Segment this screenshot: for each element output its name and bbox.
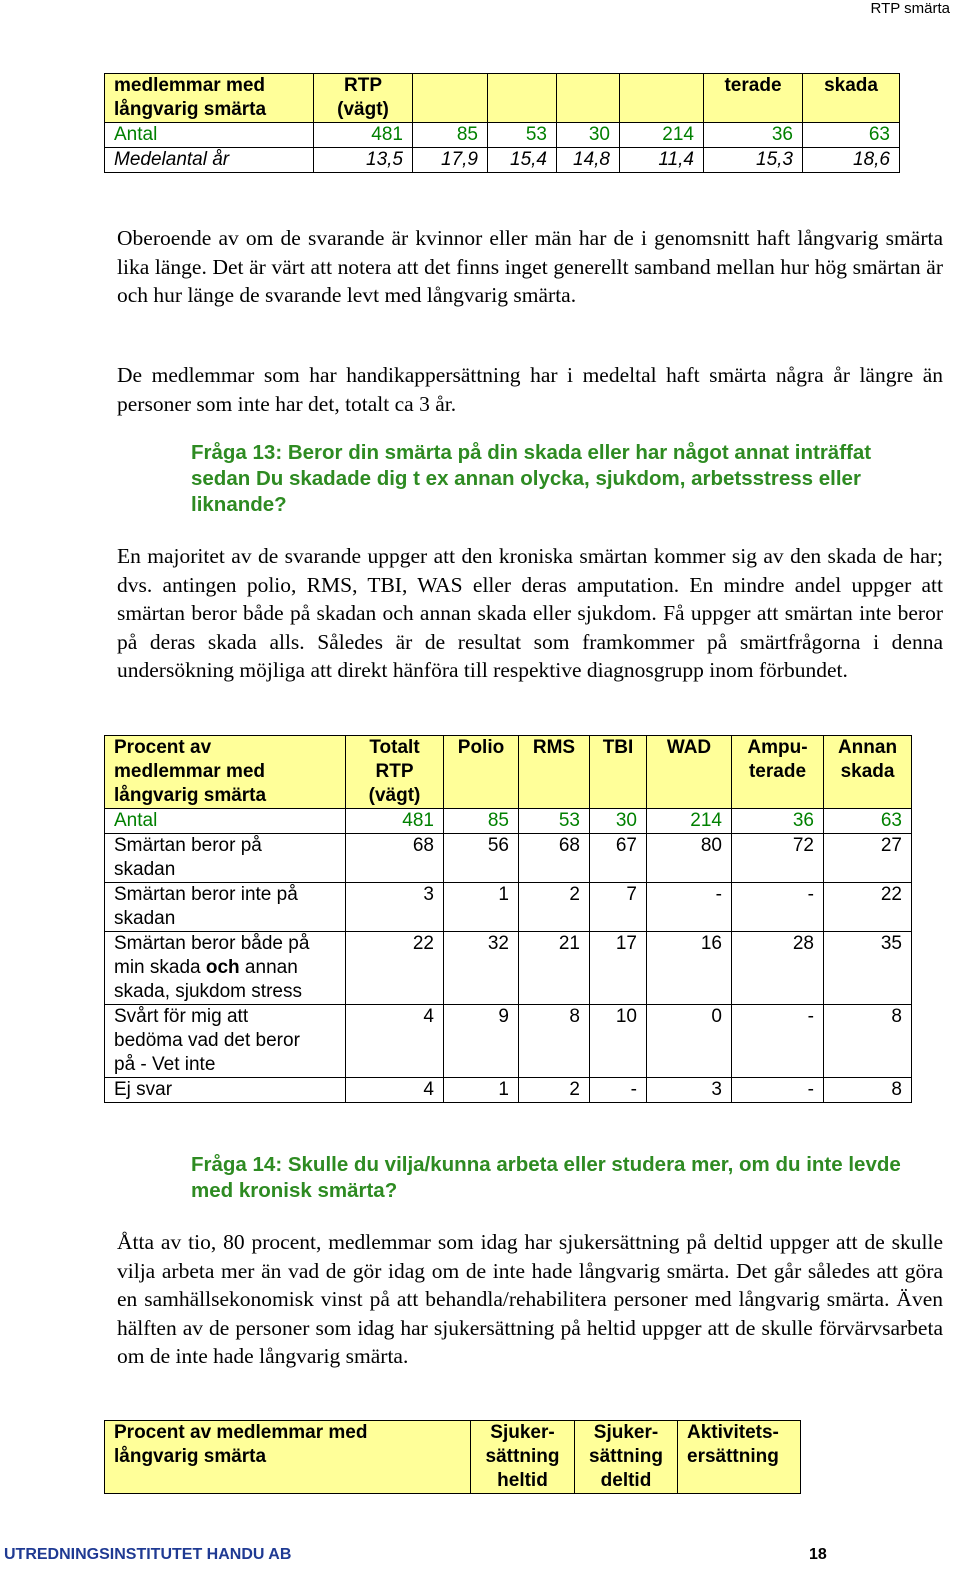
table2-cell: 3 [346,883,444,932]
table1-row-label: Antal [105,123,314,148]
body-paragraph: De medlemmar som har handikappersättning har i medeltal haft smärta några år längre än personer som inte har det, totalt ca 3 år. [117,363,943,416]
table2-cell: 16 [647,932,732,1005]
table2-header-row [105,736,912,809]
pain-cause-table [104,735,912,1103]
page-number: 18 [809,1546,827,1563]
table2-cell: 8 [519,1005,590,1078]
body-paragraph: Oberoende av om de svarande är kvinnor eller män har de i genomsnitt haft långvarig smärta lika länge. Det är värt att notera att det finns inget generellt samband mellan hur hög smärtan är och hur länge de svarande levt med långvarig smärta. [117,226,943,308]
table2-cell: 1 [444,883,519,932]
table2-cell: 8 [824,1078,912,1103]
table2-cell: 53 [519,809,590,834]
table-row [105,834,912,883]
table-row [105,148,900,173]
body-paragraph: En majoritet av de svarande uppger att den kroniska smärtan kommer sig av den skada de har; dvs. antingen polio, RMS, TBI, WAS eller deras amputation. En mindre andel uppger att smärtan beror både på skadan och annan skada eller sjukdom. Få uppger att smärtan inte beror på deras skada alls. Således är de resultat som framkommer på smärtfrågorna i denna undersökning möjliga att direkt hänföra till respektive diagnosgrupp inom förbundet. [117,544,943,683]
table1-header-cell [413,74,488,123]
table1-header-cell [488,74,557,123]
table2-row-label: Smärtan beror inte på skadan [105,883,346,932]
table2-header-label: Procent av medlemmar med långvarig smärta [105,736,346,809]
table1-cell: 18,6 [803,148,900,173]
table2-cell: 30 [590,809,647,834]
table2-cell: 63 [824,809,912,834]
table2-header-polio: Polio [444,736,519,809]
table1-cell: 11,4 [620,148,704,173]
table-row [105,123,900,148]
table3-header-part-time: Sjuker- sättning deltid [575,1421,678,1494]
table1-header-total: RTP (vägt) [314,74,413,123]
table2-cell: 22 [346,932,444,1005]
table2-cell: 35 [824,932,912,1005]
table2-cell: 4 [346,1078,444,1103]
table1-cell: 481 [314,123,413,148]
table2-row-label: Antal [105,809,346,834]
question-13-heading: Fråga 13: Beror din smärta på din skada eller har något annat inträffat sedan Du skadade dig t ex annan olycka, sjukdom, arbetsstress eller liknande? [191,441,872,516]
table2-header-other-injury: Annan skada [824,736,912,809]
table2-cell: 214 [647,809,732,834]
table1-header-other-injury: skada [803,74,900,123]
table2-cell: 28 [732,932,824,1005]
question-14-heading: Fråga 14: Skulle du vilja/kunna arbeta eller studera mer, om du inte levde med kronisk smärta? [191,1153,901,1202]
table2-cell: 67 [590,834,647,883]
table2-cell: 2 [519,1078,590,1103]
table2-cell: 68 [346,834,444,883]
table1-header-cell [557,74,620,123]
table1-cell: 14,8 [557,148,620,173]
table2-cell: 10 [590,1005,647,1078]
table1-cell: 63 [803,123,900,148]
table1-cell: 13,5 [314,148,413,173]
table2-cell: - [732,1078,824,1103]
compensation-table [104,1420,801,1494]
table2-header-total: Totalt RTP (vägt) [346,736,444,809]
table2-row-label: Ej svar [105,1078,346,1103]
table2-cell: 36 [732,809,824,834]
table3-header-label: Procent av medlemmar med långvarig smärta [105,1421,471,1494]
table-row [105,1078,912,1103]
running-header-title: RTP smärta [870,0,950,17]
table2-row-label: Svårt för mig att bedöma vad det beror på - Vet inte [105,1005,346,1078]
table3-header-row [105,1421,801,1494]
pain-duration-table [104,73,900,173]
table1-row-label: Medelantal år [105,148,314,173]
table2-cell: 32 [444,932,519,1005]
table1-cell: 36 [704,123,803,148]
table2-cell: 2 [519,883,590,932]
table1-cell: 53 [488,123,557,148]
table2-cell: 22 [824,883,912,932]
table1-cell: 15,3 [704,148,803,173]
table-row [105,1005,912,1078]
table2-cell: 7 [590,883,647,932]
table2-cell: 9 [444,1005,519,1078]
table1-header-cell [620,74,704,123]
table2-row-label: Smärtan beror på skadan [105,834,346,883]
table2-cell: - [732,1005,824,1078]
table2-row-label: Smärtan beror både på min skada och annan skada, sjukdom stress [105,932,346,1005]
table2-cell: - [732,883,824,932]
table1-cell: 85 [413,123,488,148]
table2-cell: 80 [647,834,732,883]
table2-header-rms: RMS [519,736,590,809]
body-paragraph: Åtta av tio, 80 procent, medlemmar som idag har sjukersättning på deltid uppger att de skulle vilja arbeta mer än vad de gör idag om de inte hade långvarig smärta. Det går således att göra en samhällsekonomisk vinst på att behandla/rehabilitera personer med långvarig smärta. Även hälften av de personer som idag har sjukersättning på heltid uppger att de skulle förvärvsarbeta om de inte hade långvarig smärta. [117,1230,943,1369]
table2-cell: 68 [519,834,590,883]
footer-organization: UTREDNINGSINSTITUTET HANDU AB [4,1546,292,1563]
table2-cell: 21 [519,932,590,1005]
table2-cell: - [590,1078,647,1103]
table2-header-tbi: TBI [590,736,647,809]
table3-header-full-time: Sjuker- sättning heltid [471,1421,575,1494]
table1-cell: 17,9 [413,148,488,173]
table2-cell: 85 [444,809,519,834]
table1-header-row [105,74,900,123]
table2-cell: 27 [824,834,912,883]
table2-cell: 17 [590,932,647,1005]
table-row [105,932,912,1005]
table2-cell: 0 [647,1005,732,1078]
table1-cell: 15,4 [488,148,557,173]
table2-header-amputated: Ampu- terade [732,736,824,809]
table2-cell: 8 [824,1005,912,1078]
table2-cell: 72 [732,834,824,883]
table2-cell: - [647,883,732,932]
table1-header-label: medlemmar med långvarig smärta [105,74,314,123]
table2-cell: 4 [346,1005,444,1078]
table1-header-amputated: terade [704,74,803,123]
table2-cell: 481 [346,809,444,834]
table2-cell: 56 [444,834,519,883]
table2-header-wad: WAD [647,736,732,809]
table2-cell: 3 [647,1078,732,1103]
table1-cell: 214 [620,123,704,148]
table-row [105,809,912,834]
table1-cell: 30 [557,123,620,148]
table2-cell: 1 [444,1078,519,1103]
table3-header-activity-compensation: Aktivitets- ersättning [678,1421,801,1494]
table-row [105,883,912,932]
emphasis-word: och [205,957,240,978]
